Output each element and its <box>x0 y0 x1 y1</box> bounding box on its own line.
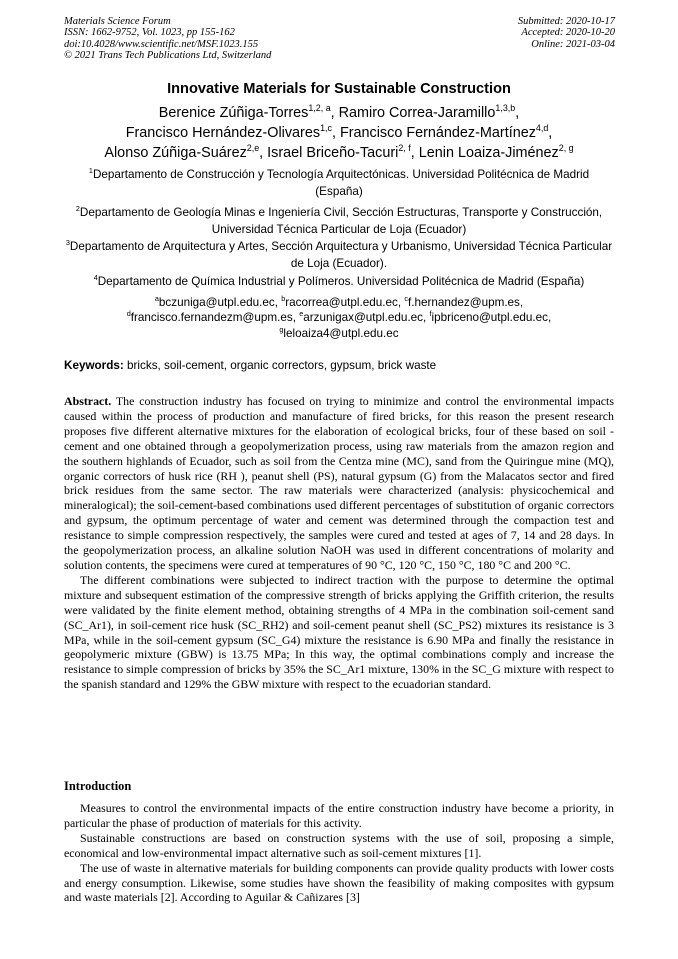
author-list <box>0 103 678 163</box>
author-name: Alonso Zúñiga-Suárez <box>104 145 247 161</box>
author-sup: 2,e <box>246 143 260 154</box>
affiliation-text: Departamento de Geología Minas e Ingeniería Civil, Sección Estructuras, Transporte y Construcción, Universidad Técnica Particular de Loja (Ecuador) <box>79 206 603 236</box>
abstract-paragraph-2: The different combinations were subjected to indirect traction with the purpose to determine the optimal mixture and subsequent estimation of the compressive strength of bricks applying the Griffith criterion, the results were validated by the finite element method, obtaining strengths of 4 MPa in the combination soil-cement sand (SC_Ar1), in soil-cement rice husk (SC_RH2) and soil-cement peanut shell (SC_PS2) mixtures its resistance is 3 MPa, while in the soil-cement gypsum (SC_G4) mixture the resistance is 6.90 MPa and finally the resistance in geopolymeric mixture (GBW) is 13.75 MPa; In this way, the optimal combinations comply and increase the resistance to simple compression of bricks by 35% the SC_Ar1 mixture, 130% in the SC_G mixture with respect to the spanish standard and 129% the GBW mixture with respect to the ecuadorian standard. <box>64 572 614 692</box>
section-heading: Introduction <box>64 779 132 793</box>
author-name: Francisco Hernández-Olivares <box>125 125 321 141</box>
keywords-label: Keywords: <box>64 359 124 372</box>
accepted-date: Accepted: 2020-10-20 <box>521 27 615 39</box>
email-link[interactable]: bczuniga@utpl.edu.ec <box>158 296 275 309</box>
affiliation-text: Departamento de Arquitectura y Artes, Sección Arquitectura y Urbanismo, Universidad Técnica Particular de Loja (Ecuador). <box>69 240 613 270</box>
dates-header <box>518 16 615 50</box>
email-link[interactable]: arzunigax@utpl.edu.ec <box>303 311 423 325</box>
email-sup: d <box>126 309 131 319</box>
email-line-1: $^a$bczuniga@utpl.edu.ec, $^b$racorrea@utpl.edu.ec, $^c$f.hernandez@upm.es, <box>154 294 524 309</box>
abstract-text: The construction industry has focused on trying to minimize and control the environmental impacts caused within the process of production and manufacture of fired bricks, for this reason the present research proposes five different alternative mixtures for the elaboration of ecological bricks, four of these based on soil -cement and one obtained through a geopolymerization process, using raw materials from the amazon region and the southern highlands of Ecuador, such as soil from the Centza mine (MC), sand from the Quiringue mine (MQ), organic correctors of husk rice (RH ), peanut shell (PS), natural gypsum (G) from the Malacatos sector and fired brick residues from the same sector. The raw materials were characterized (analysis: physicochemical and mineralogical); the soil-cement-based combinations used different percentages of substitution of organic correctors and gypsum, the optimum percentage of water and cement was determined through the compaction test and resistance to simple compression respectively, the samples were cured and tested at ages of 7, 14 and 28 days. In the geopolymerization process, an alkaline solution NaOH was used in different concentrations of molarity and solution contents, the specimens were cured at temperatures of 90 °C, 120 °C, 150 °C, 180 °C and 200 °C. <box>64 394 614 572</box>
author-name: Berenice Zúñiga-Torres <box>158 105 309 121</box>
paper-title: Innovative Materials for Sustainable Construction <box>167 81 511 97</box>
email-link[interactable]: ipbriceno@utpl.edu.ec <box>431 311 548 325</box>
submitted-date: Submitted: 2020-10-17 <box>517 16 615 27</box>
author-name: Israel Briceño-Tacuri <box>267 145 399 161</box>
email-line-3 <box>64 326 614 341</box>
copyright-line: © 2021 Trans Tech Publications Ltd, Switzerland <box>64 50 272 62</box>
affiliation-3 <box>64 239 614 272</box>
email-sup: b <box>281 294 286 304</box>
affiliation-text: Departamento de Química Industrial y Polímeros. Universidad Politécnica de Madrid (España) <box>97 275 585 288</box>
email-link[interactable]: francisco.fernandezm@upm.es <box>130 311 293 325</box>
affiliation-number: 2 <box>75 204 80 214</box>
email-sup: g <box>279 324 284 334</box>
affiliation-number: 3 <box>65 238 70 248</box>
email-sup: f <box>429 309 432 319</box>
author-sup: 1,c <box>320 123 332 134</box>
email-link[interactable]: racorrea@utpl.edu.ec <box>285 296 398 309</box>
email-line-2: $^d$francisco.fernandezm@upm.es, $^e$arzunigax@utpl.edu.ec, $^f$ipbriceno@utpl.edu.ec, <box>126 309 552 325</box>
email-link[interactable]: f.hernandez@upm.es <box>407 296 520 309</box>
abstract-label: Abstract. <box>64 394 112 408</box>
journal-header <box>64 16 271 62</box>
email-sup: e <box>299 309 304 319</box>
intro-paragraph-1: Measures to control the environmental impacts of the entire construction industry have become a priority, in particular the phase of production of materials for this activity. <box>64 801 614 830</box>
affiliation-1 <box>64 167 614 200</box>
affiliation-number: 4 <box>93 273 98 283</box>
email-link[interactable]: leloaiza4@utpl.edu.ec <box>283 326 399 340</box>
affiliation-2 <box>64 205 614 238</box>
email-list <box>64 295 614 341</box>
author-line-1: Berenice Zúñiga-Torres$^{1,2, a}$, Ramiro Correa-Jaramillo$^{1,3,b}$, <box>158 103 520 121</box>
author-sup: 4,d <box>535 123 549 134</box>
author-line-2: Francisco Hernández-Olivares$^{1,c}$, Francisco Fernández-Martínez$^{4,d}$, <box>125 123 553 141</box>
author-name: Francisco Fernández-Martínez <box>339 125 536 141</box>
email-sup: c <box>404 294 408 304</box>
keywords-text: bricks, soil-cement, organic correctors, gypsum, brick waste <box>127 359 437 372</box>
issn-line: ISSN: 1662-9752, Vol. 1023, pp 155-162 <box>64 27 235 39</box>
author-sup: 1,3,b <box>495 103 516 114</box>
abstract <box>64 394 614 692</box>
author-sup: 1,2, a <box>308 103 331 114</box>
intro-paragraph-3: The use of waste in alternative materials for building components can provide quality products with lower costs and energy consumption. Likewise, some studies have shown the feasibility of making composites with gypsum and waste materials [2]. According to Aguilar & Cañizares [3] <box>64 860 614 905</box>
author-line-3: Alonso Zúñiga-Suárez$^{2,e}$, Israel Briceño-Tacuri$^{2, f}$, Lenin Loaiza-Jiménez$^{2, g}$ <box>104 143 574 161</box>
journal-name: Materials Science Forum <box>64 16 171 27</box>
abstract-paragraph-1 <box>64 394 614 573</box>
author-sup: 2, f <box>398 143 411 154</box>
doi-line[interactable]: doi:10.4028/www.scientific.net/MSF.1023.155 <box>64 38 259 50</box>
author-name: Ramiro Correa-Jaramillo <box>338 105 496 121</box>
affiliation-4 <box>64 274 614 291</box>
email-sup: a <box>154 294 159 304</box>
affiliation-text: Departamento de Construcción y Tecnología Arquitectónicas. Universidad Politécnica de Madrid (España) <box>92 168 590 198</box>
keywords <box>64 359 436 372</box>
intro-paragraph-2: Sustainable constructions are based on construction systems with the use of soil, proposing a simple, economical and low-environmental impact alternative such as soil-cement mixtures [1]. <box>64 830 614 860</box>
online-date: Online: 2021-03-04 <box>531 38 615 50</box>
introduction-body <box>64 801 614 905</box>
author-name: Lenin Loaiza-Jiménez <box>418 145 559 161</box>
author-sup: 2, g <box>558 143 574 154</box>
affiliation-number: 1 <box>88 166 93 176</box>
